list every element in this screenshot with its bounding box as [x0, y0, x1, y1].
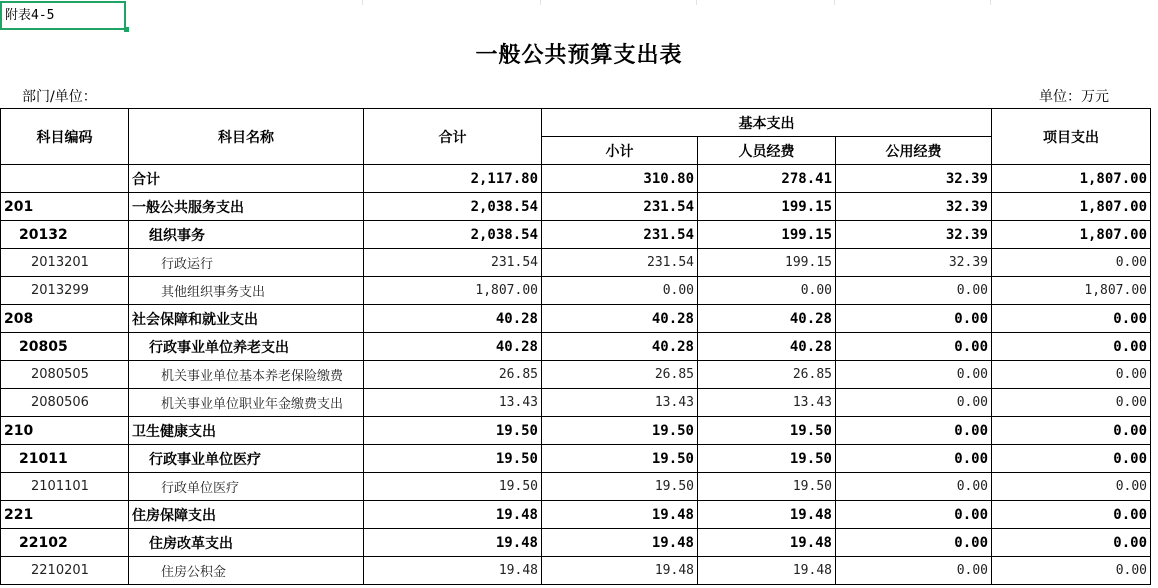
selected-cell[interactable]: 附表4-5: [0, 1, 126, 30]
cell-project[interactable]: 1,807.00: [992, 165, 1151, 193]
cell-total[interactable]: 13.43: [364, 389, 542, 417]
cell-public[interactable]: 0.00: [836, 557, 992, 585]
cell-personnel[interactable]: 19.48: [698, 501, 836, 529]
cell-name[interactable]: 机关事业单位基本养老保险缴费: [129, 361, 364, 389]
cell-public[interactable]: 0.00: [836, 333, 992, 361]
cell-total[interactable]: 1,807.00: [364, 277, 542, 305]
cell-project[interactable]: 0.00: [992, 417, 1151, 445]
cell-code[interactable]: 2013201: [1, 249, 129, 277]
cell-name[interactable]: 合计: [129, 165, 364, 193]
column-gridline: [540, 0, 541, 5]
cell-personnel[interactable]: 40.28: [698, 305, 836, 333]
cell-subtotal[interactable]: 0.00: [542, 277, 698, 305]
cell-code[interactable]: [1, 165, 129, 193]
cell-personnel[interactable]: 19.48: [698, 529, 836, 557]
table-row: [1, 193, 1151, 221]
cell-total[interactable]: 19.50: [364, 417, 542, 445]
cell-total[interactable]: 2,117.80: [364, 165, 542, 193]
cell-code[interactable]: 221: [1, 501, 129, 529]
cell-public[interactable]: 0.00: [836, 445, 992, 473]
cell-name[interactable]: 住房保障支出: [129, 501, 364, 529]
fill-handle[interactable]: [124, 27, 129, 32]
cell-total[interactable]: 19.48: [364, 501, 542, 529]
cell-personnel[interactable]: 199.15: [698, 193, 836, 221]
table-row: [1, 529, 1151, 557]
cell-subtotal[interactable]: 40.28: [542, 333, 698, 361]
cell-public[interactable]: 0.00: [836, 501, 992, 529]
cell-subtotal[interactable]: 19.50: [542, 473, 698, 501]
cell-code[interactable]: 201: [1, 193, 129, 221]
cell-name[interactable]: 机关事业单位职业年金缴费支出: [129, 389, 364, 417]
cell-subtotal[interactable]: 231.54: [542, 221, 698, 249]
cell-name[interactable]: 行政事业单位医疗: [129, 445, 364, 473]
header-code: 科目编码: [1, 109, 129, 165]
cell-personnel[interactable]: 19.50: [698, 473, 836, 501]
column-gridline: [696, 0, 697, 5]
cell-personnel[interactable]: 19.50: [698, 417, 836, 445]
cell-public[interactable]: 0.00: [836, 277, 992, 305]
cell-code[interactable]: 20805: [1, 333, 129, 361]
cell-name[interactable]: 一般公共服务支出: [129, 193, 364, 221]
cell-personnel[interactable]: 26.85: [698, 361, 836, 389]
cell-code[interactable]: 2080505: [1, 361, 129, 389]
cell-project[interactable]: 0.00: [992, 305, 1151, 333]
cell-total[interactable]: 40.28: [364, 305, 542, 333]
column-gridline: [990, 0, 991, 5]
cell-code[interactable]: 208: [1, 305, 129, 333]
cell-name[interactable]: 其他组织事务支出: [129, 277, 364, 305]
cell-personnel[interactable]: 40.28: [698, 333, 836, 361]
cell-code[interactable]: 2101101: [1, 473, 129, 501]
header-name: 科目名称: [129, 109, 364, 165]
cell-code[interactable]: 2080506: [1, 389, 129, 417]
cell-personnel[interactable]: 19.50: [698, 445, 836, 473]
table-row: [1, 361, 1151, 389]
cell-public[interactable]: 32.39: [836, 221, 992, 249]
cell-project[interactable]: 1,807.00: [992, 277, 1151, 305]
cell-personnel[interactable]: 278.41: [698, 165, 836, 193]
table-row: [1, 445, 1151, 473]
cell-project[interactable]: 0.00: [992, 361, 1151, 389]
table-row: [1, 557, 1151, 585]
cell-subtotal[interactable]: 19.50: [542, 445, 698, 473]
cell-code[interactable]: 22102: [1, 529, 129, 557]
header-total: 合计: [364, 109, 542, 165]
cell-subtotal[interactable]: 19.50: [542, 417, 698, 445]
budget-table: [0, 108, 1151, 585]
cell-public[interactable]: 0.00: [836, 529, 992, 557]
header-project: 项目支出: [992, 109, 1151, 165]
cell-total[interactable]: 2,038.54: [364, 221, 542, 249]
table-row: [1, 333, 1151, 361]
cell-subtotal[interactable]: 19.48: [542, 529, 698, 557]
cell-project[interactable]: 1,807.00: [992, 193, 1151, 221]
column-gridline: [362, 0, 363, 5]
cell-project[interactable]: 0.00: [992, 529, 1151, 557]
cell-public[interactable]: 0.00: [836, 361, 992, 389]
cell-total[interactable]: 40.28: [364, 333, 542, 361]
cell-personnel[interactable]: 199.15: [698, 249, 836, 277]
cell-subtotal[interactable]: 40.28: [542, 305, 698, 333]
table-row: [1, 417, 1151, 445]
cell-project[interactable]: 0.00: [992, 557, 1151, 585]
cell-name[interactable]: 行政单位医疗: [129, 473, 364, 501]
cell-public[interactable]: 32.39: [836, 165, 992, 193]
table-row: [1, 501, 1151, 529]
cell-public[interactable]: 32.39: [836, 249, 992, 277]
cell-total[interactable]: 19.48: [364, 529, 542, 557]
cell-public[interactable]: 0.00: [836, 389, 992, 417]
unit-label: 单位：万元: [1039, 89, 1109, 105]
cell-project[interactable]: 0.00: [992, 501, 1151, 529]
table-row: [1, 305, 1151, 333]
cell-project[interactable]: 0.00: [992, 249, 1151, 277]
cell-subtotal[interactable]: 310.80: [542, 165, 698, 193]
cell-subtotal[interactable]: 19.48: [542, 557, 698, 585]
table-row: [1, 165, 1151, 193]
column-gridline: [834, 0, 835, 5]
cell-personnel[interactable]: 199.15: [698, 221, 836, 249]
cell-name[interactable]: 组织事务: [129, 221, 364, 249]
cell-name[interactable]: 行政运行: [129, 249, 364, 277]
cell-project[interactable]: 0.00: [992, 473, 1151, 501]
cell-public[interactable]: 0.00: [836, 305, 992, 333]
cell-name[interactable]: 社会保障和就业支出: [129, 305, 364, 333]
cell-total[interactable]: 19.50: [364, 473, 542, 501]
table-row: [1, 473, 1151, 501]
cell-subtotal[interactable]: 13.43: [542, 389, 698, 417]
page-title: 一般公共预算支出表: [475, 42, 683, 68]
cell-total[interactable]: 2,038.54: [364, 193, 542, 221]
table-row: [1, 277, 1151, 305]
cell-subtotal[interactable]: 231.54: [542, 249, 698, 277]
cell-subtotal[interactable]: 231.54: [542, 193, 698, 221]
header-personnel: 人员经费: [698, 137, 836, 165]
cell-total[interactable]: 19.48: [364, 557, 542, 585]
cell-project[interactable]: 0.00: [992, 445, 1151, 473]
cell-name[interactable]: 行政事业单位养老支出: [129, 333, 364, 361]
cell-name[interactable]: 住房公积金: [129, 557, 364, 585]
cell-subtotal[interactable]: 26.85: [542, 361, 698, 389]
cell-public[interactable]: 0.00: [836, 417, 992, 445]
header-subtotal: 小计: [542, 137, 698, 165]
table-row: [1, 389, 1151, 417]
cell-total[interactable]: 231.54: [364, 249, 542, 277]
header-basic: 基本支出: [542, 109, 992, 137]
cell-total[interactable]: 26.85: [364, 361, 542, 389]
cell-personnel[interactable]: 13.43: [698, 389, 836, 417]
cell-code[interactable]: 20132: [1, 221, 129, 249]
cell-code[interactable]: 2210201: [1, 557, 129, 585]
table-row: [1, 221, 1151, 249]
cell-project[interactable]: 0.00: [992, 333, 1151, 361]
cell-code[interactable]: 210: [1, 417, 129, 445]
cell-public[interactable]: 32.39: [836, 193, 992, 221]
cell-personnel[interactable]: 0.00: [698, 277, 836, 305]
cell-name[interactable]: 住房改革支出: [129, 529, 364, 557]
cell-code[interactable]: 21011: [1, 445, 129, 473]
cell-project[interactable]: 1,807.00: [992, 221, 1151, 249]
header-public: 公用经费: [836, 137, 992, 165]
cell-subtotal[interactable]: 19.48: [542, 501, 698, 529]
cell-total[interactable]: 19.50: [364, 445, 542, 473]
cell-name[interactable]: 卫生健康支出: [129, 417, 364, 445]
cell-personnel[interactable]: 19.48: [698, 557, 836, 585]
cell-public[interactable]: 0.00: [836, 473, 992, 501]
cell-project[interactable]: 0.00: [992, 389, 1151, 417]
department-label: 部门/单位：: [22, 89, 97, 105]
cell-code[interactable]: 2013299: [1, 277, 129, 305]
table-row: [1, 249, 1151, 277]
